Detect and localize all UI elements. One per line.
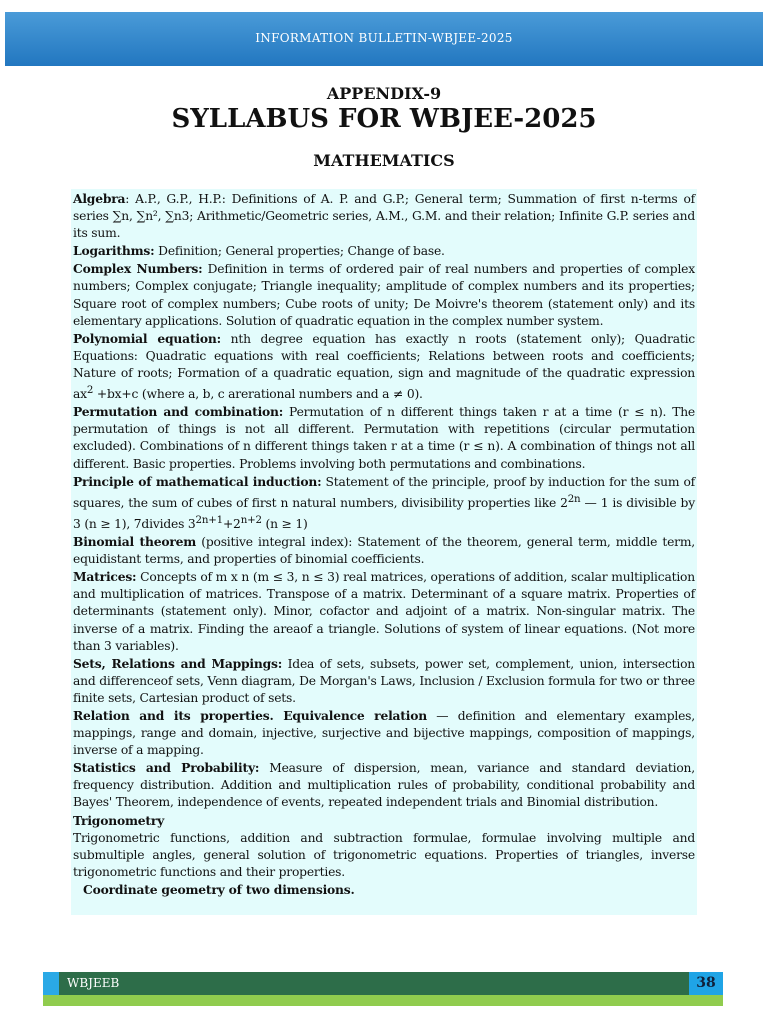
superscript: n+2 [240,513,262,526]
topic-text: nth degree equation has exactly n roots (statement only); Quadratic Equations: Quadratic equations with real coefficients; Relations between roots and coefficients; Nature of roots; Formation of a quadratic equation, sign and magnitude of the quadratic expression ax [73,331,695,402]
topic-title: Polynomial equation: [73,330,221,346]
footer-org: WBJEEB [67,976,120,990]
topic-text: : A.P., G.P., H.P.: Definitions of A. P. and G.P.; General term; Summation of first n-terms of series ∑n, ∑n², ∑n3; Arithmetic/Geometric series, A.M., G.M. and their relation; Infinite G.P. series and its sum. [73,192,695,241]
appendix-label: APPENDIX-9 [326,84,442,103]
topic-title: Complex Numbers: [73,261,203,277]
topic-text: — definition and elementary examples, mappings, range and domain, injective, surjective and bijective mappings, composition of mappings, inverse of a mapping. [73,709,695,758]
superscript: 2n+1 [195,513,223,526]
topic-text: Definition; General properties; Change of base. [154,244,445,259]
topic-coordinate-geometry [73,881,695,899]
topic-title: Logarithms: [73,243,155,259]
topic-title: Principle of mathematical induction: [73,473,322,489]
page-title: SYLLABUS FOR WBJEE-2025 [171,104,597,134]
topic-text: Concepts of m x n (m ≤ 3, n ≤ 3) real matrices, operations of addition, scalar multiplication and multiplication of matrices. Transpose of a matrix. Determinant of a square matrix. Properties of determinants (statement only). Minor, cofactor and adjoint of a matrix. Non-singular matrix. The inverse of a matrix. Finding the areaof a triangle. Solutions of system of linear equations. (Not more than 3 variables). [73,570,695,653]
topic-text: Definition in terms of ordered pair of real numbers and properties of complex numbers; Complex conjugate; Triangle inequality; amplitude of complex numbers and its properties; Square root of complex numbers; Cube roots of unity; De Moivre's theorem (statement only) and its elementary applications. Solution of quadratic equation in the complex number system. [73,262,695,328]
topic-title: Coordinate geometry of two dimensions. [83,881,355,897]
topic-trigonometry: Trigonometric functions, addition and subtraction formulae, formulae involving multiple and submultiple angles, general solution of trigonometric equations. Properties of triangles, inverse trigonometric functions and their properties. [73,830,695,879]
topic-complex-numbers [73,260,695,329]
topic-title: Algebra [73,191,126,206]
topic-binomial [73,533,695,568]
topic-text: +2 [222,516,241,531]
topic-title: Relation and its properties. Equivalence relation [73,708,427,723]
topic-relation [73,707,695,759]
topic-permutation [73,403,695,472]
topic-polynomial [73,330,695,403]
topic-title: Statistics and Probability: [73,760,260,776]
footer-bar [43,972,723,995]
topic-text: +bx+c (where a, b, c arerational numbers and a ≠ 0). [93,387,423,402]
topic-trigonometry-title [73,812,695,830]
topic-title: Binomial theorem [73,534,197,550]
topic-text: — 1 is divisible by 3 (n ≥ 1), 7divides 3 [73,495,695,531]
footer-accent [43,972,59,995]
topic-title: Sets, Relations and Mappings: [73,655,283,671]
footer-stripe [43,995,723,1006]
topic-sets [73,655,695,707]
topic-text: Idea of sets, subsets, power set, complement, union, intersection and differenceof sets, Venn diagram, De Morgan's Laws, Inclusion / Exclusion formula for two or three finite sets, Cartesian product of sets. [73,656,695,705]
topic-matrices [73,568,695,654]
header-title: INFORMATION BULLETIN-WBJEE-2025 [255,31,513,45]
topic-statistics [73,759,695,811]
topic-algebra [73,190,695,242]
topic-title: Matrices: [73,569,137,585]
topic-text: (positive integral index): Statement of the theorem, general term, middle term, equidistant terms, and properties of binomial coefficients. [73,535,695,567]
topic-title: Permutation and combination: [73,404,284,420]
topic-text: (n ≥ 1) [261,516,308,531]
superscript: 2n [567,492,581,505]
topic-text: Statement of the principle, proof by induction for the sum of squares, the sum of cubes of first n natural numbers, divisibility properties like 2 [73,474,696,510]
superscript: 2 [86,384,94,397]
topic-text: Measure of dispersion, mean, variance and standard deviation, frequency distribution. Addition and multiplication rules of probability, conditional probability and Bayes' Theorem, independence of events, repeated independent trials and Binomial distribution. [73,761,695,810]
header-banner [5,12,763,66]
subject-heading: MATHEMATICS [313,151,455,170]
topic-title: Trigonometry [73,812,165,828]
topic-induction [73,473,695,533]
topic-text: Permutation of n different things taken r at a time (r ≤ n). The permutation of things is not all different. Permutation with repetitions (circular permutation excluded). Combinations of n different things taken r at a time (r ≤ n). A combination of things not all different. Basic properties. Problems involving both permutations and combinations. [73,405,695,471]
page-number: 38 [689,972,723,995]
syllabus-content [71,189,697,915]
topic-logarithms [73,242,695,260]
